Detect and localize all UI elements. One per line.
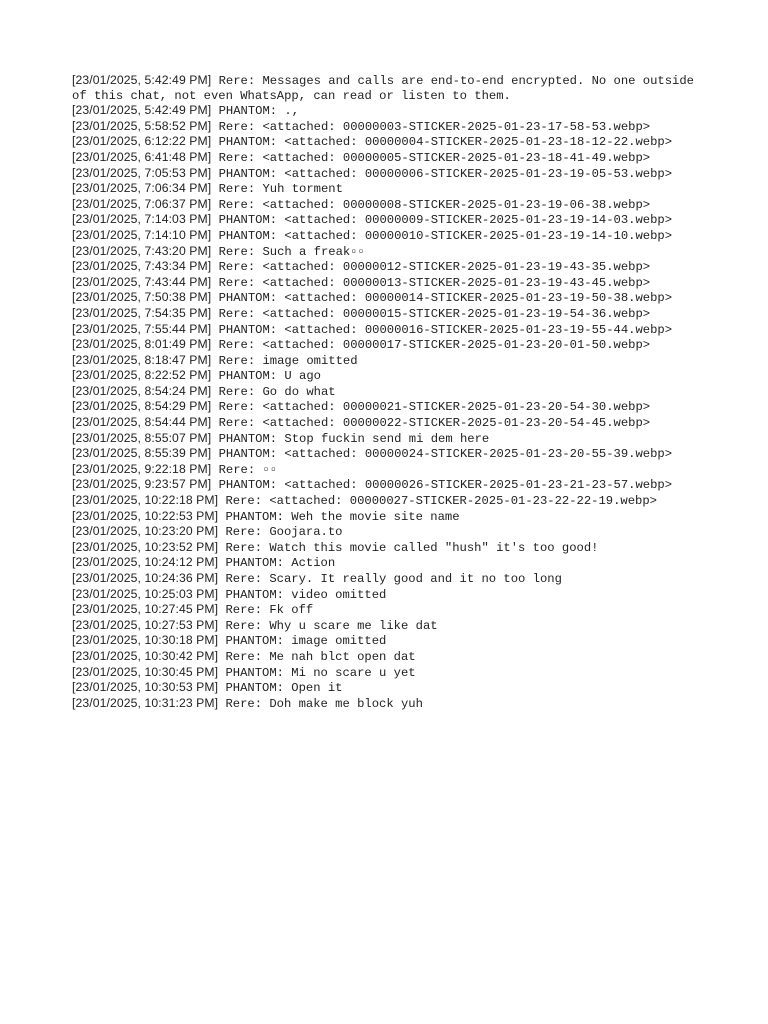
chat-message-line: [72, 368, 696, 384]
message-text: Rere: <attached: 00000008-STICKER-2025-01-23-19-06-38.webp>: [211, 197, 651, 212]
chat-message-line: [72, 555, 696, 571]
message-text: Rere: <attached: 00000005-STICKER-2025-01-23-18-41-49.webp>: [211, 150, 651, 165]
chat-message-line: [72, 322, 696, 338]
message-timestamp: [23/01/2025, 10:23:20 PM]: [72, 524, 219, 539]
chat-message-line: [72, 290, 696, 306]
message-timestamp: [23/01/2025, 6:12:22 PM]: [72, 134, 212, 149]
chat-message-line: [72, 696, 696, 712]
message-text: PHANTOM: Open it: [218, 681, 343, 696]
message-text: PHANTOM: <attached: 00000026-STICKER-2025-01-23-21-23-57.webp>: [211, 478, 673, 493]
chat-message-line: [72, 197, 696, 213]
chat-message-line: [72, 119, 696, 135]
message-timestamp: [23/01/2025, 7:06:34 PM]: [72, 181, 212, 196]
chat-message-line: [72, 399, 696, 415]
chat-message-line: [72, 633, 696, 649]
chat-log-document: [72, 73, 702, 711]
message-timestamp: [23/01/2025, 10:22:18 PM]: [72, 493, 219, 508]
message-text: PHANTOM: Mi no scare u yet: [218, 665, 416, 680]
message-timestamp: [23/01/2025, 8:55:07 PM]: [72, 430, 212, 445]
message-timestamp: [23/01/2025, 10:30:53 PM]: [72, 680, 219, 695]
message-text: PHANTOM: Action: [218, 556, 336, 571]
message-timestamp: [23/01/2025, 10:31:23 PM]: [72, 695, 219, 710]
message-text: PHANTOM: .,: [211, 104, 300, 119]
message-text: PHANTOM: Stop fuckin send mi dem here: [211, 431, 490, 446]
message-timestamp: [23/01/2025, 8:22:52 PM]: [72, 368, 212, 383]
chat-message-line: [72, 384, 696, 400]
message-timestamp: [23/01/2025, 10:30:42 PM]: [72, 648, 219, 663]
message-text: PHANTOM: image omitted: [218, 634, 387, 649]
message-text: Rere: Yuh torment: [211, 182, 343, 197]
chat-message-line: [72, 134, 696, 150]
message-text: Rere: <attached: 00000017-STICKER-2025-01-23-20-01-50.webp>: [211, 338, 651, 353]
chat-message-line: [72, 493, 696, 509]
chat-message-line: [72, 446, 696, 462]
message-text: Rere: Goojara.to: [218, 525, 343, 540]
message-text: Rere: Me nah blct open dat: [218, 649, 416, 664]
message-timestamp: [23/01/2025, 10:30:18 PM]: [72, 633, 219, 648]
message-timestamp: [23/01/2025, 7:14:03 PM]: [72, 212, 212, 227]
chat-message-line: [72, 212, 696, 228]
chat-message-line: [72, 166, 696, 182]
message-text: PHANTOM: <attached: 00000014-STICKER-2025-01-23-19-50-38.webp>: [211, 291, 673, 306]
message-timestamp: [23/01/2025, 6:41:48 PM]: [72, 149, 212, 164]
message-timestamp: [23/01/2025, 8:18:47 PM]: [72, 352, 212, 367]
chat-message-line: [72, 680, 696, 696]
message-text: PHANTOM: <attached: 00000024-STICKER-2025-01-23-20-55-39.webp>: [211, 447, 673, 462]
message-text: Rere: Such a freak▫▫: [211, 244, 365, 259]
message-timestamp: [23/01/2025, 8:54:24 PM]: [72, 383, 212, 398]
message-timestamp: [23/01/2025, 5:42:49 PM]: [72, 103, 212, 118]
message-timestamp: [23/01/2025, 7:06:37 PM]: [72, 196, 212, 211]
message-text: Rere: Why u scare me like dat: [218, 618, 438, 633]
chat-message-line: [72, 618, 696, 634]
message-timestamp: [23/01/2025, 8:55:39 PM]: [72, 446, 212, 461]
chat-message-line: [72, 509, 696, 525]
chat-message-line: [72, 665, 696, 681]
message-timestamp: [23/01/2025, 7:43:20 PM]: [72, 243, 212, 258]
message-text: Rere: <attached: 00000027-STICKER-2025-01-23-22-22-19.webp>: [218, 494, 657, 509]
message-timestamp: [23/01/2025, 10:27:45 PM]: [72, 602, 219, 617]
message-timestamp: [23/01/2025, 9:22:18 PM]: [72, 461, 212, 476]
chat-message-line: [72, 587, 696, 603]
message-timestamp: [23/01/2025, 10:27:53 PM]: [72, 617, 219, 632]
chat-message-line: [72, 73, 702, 103]
chat-message-line: [72, 353, 696, 369]
message-text: Rere: <attached: 00000003-STICKER-2025-01-23-17-58-53.webp>: [211, 119, 651, 134]
chat-message-line: [72, 524, 696, 540]
message-text: PHANTOM: <attached: 00000004-STICKER-2025-01-23-18-12-22.webp>: [211, 135, 673, 150]
chat-message-line: [72, 462, 696, 478]
message-text: Rere: Scary. It really good and it no too long: [218, 572, 562, 586]
message-timestamp: [23/01/2025, 10:24:36 PM]: [72, 571, 219, 585]
chat-message-line: [72, 259, 696, 275]
chat-message-line: [72, 415, 696, 431]
message-timestamp: [23/01/2025, 10:22:53 PM]: [72, 508, 219, 523]
chat-message-line: [72, 275, 696, 291]
chat-message-line: [72, 431, 696, 447]
chat-message-line: [72, 228, 696, 244]
message-text: Rere: Messages and calls are end-to-end encrypted. No one outside of this chat, not even WhatsApp, can read or listen to them.: [72, 74, 702, 103]
message-text: Rere: <attached: 00000015-STICKER-2025-01-23-19-54-36.webp>: [211, 306, 651, 321]
message-timestamp: [23/01/2025, 8:01:49 PM]: [72, 337, 212, 352]
message-timestamp: [23/01/2025, 10:25:03 PM]: [72, 586, 219, 601]
message-text: Rere: <attached: 00000012-STICKER-2025-01-23-19-43-35.webp>: [211, 260, 651, 275]
message-text: Rere: Watch this movie called "hush" it's too good!: [218, 540, 599, 555]
message-text: PHANTOM: <attached: 00000016-STICKER-2025-01-23-19-55-44.webp>: [211, 322, 673, 337]
message-text: Rere: <attached: 00000022-STICKER-2025-01-23-20-54-45.webp>: [211, 416, 651, 431]
message-text: Rere: Doh make me block yuh: [218, 696, 423, 711]
message-timestamp: [23/01/2025, 7:54:35 PM]: [72, 305, 212, 320]
message-timestamp: [23/01/2025, 10:23:52 PM]: [72, 539, 219, 554]
message-timestamp: [23/01/2025, 7:43:44 PM]: [72, 274, 212, 289]
message-text: Rere: Go do what: [211, 384, 336, 399]
chat-message-line: [72, 181, 696, 197]
message-text: PHANTOM: <attached: 00000006-STICKER-2025-01-23-19-05-53.webp>: [211, 166, 673, 181]
message-timestamp: [23/01/2025, 7:05:53 PM]: [72, 165, 212, 180]
message-text: Rere: ▫▫: [211, 462, 278, 477]
message-text: Rere: <attached: 00000021-STICKER-2025-01-23-20-54-30.webp>: [211, 400, 651, 415]
chat-message-line: [72, 649, 696, 665]
message-text: PHANTOM: video omitted: [218, 587, 387, 602]
message-text: Rere: <attached: 00000013-STICKER-2025-01-23-19-43-45.webp>: [211, 275, 651, 290]
chat-message-line: [72, 540, 696, 556]
chat-message-line: [72, 150, 696, 166]
message-timestamp: [23/01/2025, 8:54:44 PM]: [72, 415, 212, 430]
chat-message-line: [72, 306, 696, 322]
message-text: PHANTOM: <attached: 00000009-STICKER-2025-01-23-19-14-03.webp>: [211, 213, 673, 228]
chat-message-line: [72, 103, 696, 119]
message-timestamp: [23/01/2025, 8:54:29 PM]: [72, 399, 212, 414]
message-text: PHANTOM: <attached: 00000010-STICKER-2025-01-23-19-14-10.webp>: [211, 228, 673, 243]
message-text: Rere: image omitted: [211, 353, 358, 368]
chat-message-line: [72, 244, 696, 260]
chat-message-line: [72, 571, 696, 587]
message-timestamp: [23/01/2025, 5:58:52 PM]: [72, 118, 212, 133]
message-timestamp: [23/01/2025, 7:50:38 PM]: [72, 290, 212, 305]
message-timestamp: [23/01/2025, 7:43:34 PM]: [72, 259, 212, 274]
message-text: PHANTOM: U ago: [211, 369, 321, 384]
message-timestamp: [23/01/2025, 7:14:10 PM]: [72, 227, 212, 242]
message-timestamp: [23/01/2025, 5:42:49 PM]: [72, 73, 212, 87]
chat-message-line: [72, 477, 696, 493]
message-text: Rere: Fk off: [218, 603, 314, 618]
message-timestamp: [23/01/2025, 10:30:45 PM]: [72, 664, 219, 679]
message-timestamp: [23/01/2025, 10:24:12 PM]: [72, 555, 219, 570]
chat-message-line: [72, 602, 696, 618]
message-text: PHANTOM: Weh the movie site name: [218, 509, 460, 524]
chat-message-line: [72, 337, 696, 353]
message-timestamp: [23/01/2025, 7:55:44 PM]: [72, 321, 212, 336]
message-timestamp: [23/01/2025, 9:23:57 PM]: [72, 477, 212, 492]
